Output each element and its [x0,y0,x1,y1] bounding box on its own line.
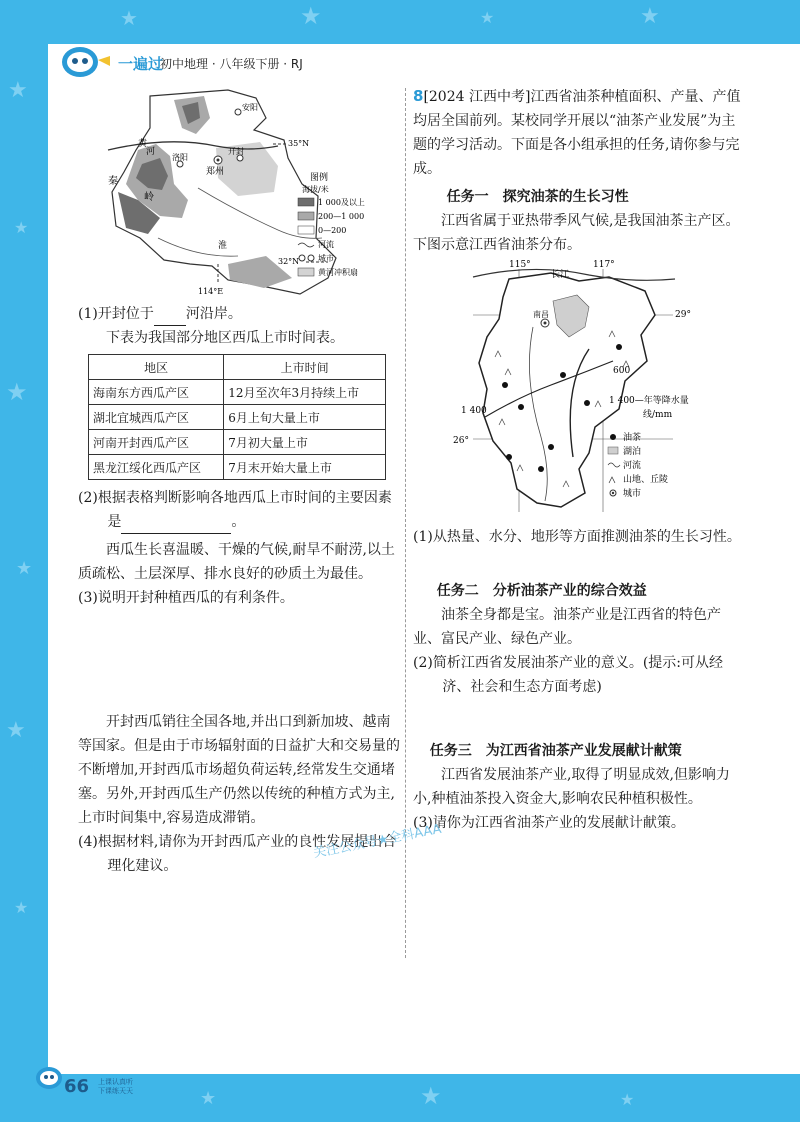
table-cell: 6月上旬大量上市 [224,405,386,430]
question-2: (2)根据表格判断影响各地西瓜上市时间的主要因素是 。 [78,486,403,534]
decor-star-icon: ★ [6,378,28,406]
map-label: 秦 [108,176,118,187]
lon-label: 117° [593,260,615,270]
task-1-title: 任务一 探究油茶的生长习性 [446,189,629,205]
question-1: (1)开封位于 河沿岸。 [78,302,403,326]
table-intro: 下表为我国部分地区西瓜上市时间表。 [106,330,344,346]
legend-item: 河流 [318,240,334,249]
book-title: 初中地理 · 八年级下册 · RJ [160,57,303,71]
table-cell: 海南东方西瓜产区 [89,380,224,405]
map-label: 淮 [218,241,228,251]
decor-star-icon: ★ [8,78,28,103]
footer-slogan-line: 上课认真听 [98,1078,133,1086]
henan-map [78,88,403,298]
lat-label: 35°N [288,139,310,148]
decor-star-icon: ★ [640,4,660,29]
table-header-cell: 地区 [89,355,224,380]
table-row [89,380,386,405]
right-column [413,84,743,835]
page-number: 66 [64,1076,90,1097]
legend-item: 城市 [318,254,334,263]
decor-star-icon: ★ [200,1088,217,1109]
decor-star-icon: ★ [620,1090,635,1109]
map-label: 安阳 [242,103,258,112]
question-8-intro: 8[2024 江西中考]江西省油茶种植面积、产量、产值均居全国前列。某校同学开展以“油茶产业发展”为主题的学习活动。下面是各小组承担的任务,请你参与完成。 [413,87,741,177]
footer-slogan [98,1078,133,1096]
table-row [89,430,386,455]
task-1-paragraph: 江西省属于亚热带季风气候,是我国油茶主产区。下图示意江西省油茶分布。 [413,213,740,253]
river-label: 长江 [551,270,570,280]
decor-star-icon: ★ [300,2,322,30]
isohyet-label: 1 400 [461,406,487,416]
decor-star-icon: ★ [14,218,29,237]
table-header-cell: 上市时间 [224,355,386,380]
watermelon-market-table [88,354,386,480]
jiangxi-map [413,257,743,519]
legend-item: 山地、丘陵 [623,475,669,485]
decor-star-icon: ★ [6,718,26,743]
legend-item: 湖泊 [623,447,642,457]
legend-title: 图例 [310,173,329,183]
task-2-title: 任务二 分析油茶产业的综合效益 [436,583,647,599]
answer-blank[interactable] [121,533,231,534]
map-label: 河 [146,147,156,157]
table-cell: 7月初大量上市 [224,430,386,455]
brand-logo: 一遍过 [118,55,164,73]
decor-star-icon: ★ [16,558,33,579]
isohyet-legend: 1 400—年等降水量 [609,396,689,406]
decor-star-icon: ★ [14,898,29,917]
answer-space[interactable] [413,699,743,739]
map-label: 岭 [144,192,154,203]
map-label: 洛阳 [172,153,188,162]
answer-space[interactable] [78,610,403,710]
answer-space[interactable] [413,549,743,579]
isohyet-label: 600 [613,366,631,376]
lat-label: 29° [675,310,691,320]
table-row [89,405,386,430]
lat-label: 26° [453,436,469,446]
task-1-question: (1)从热量、水分、地形等方面推测油茶的生长习性。 [413,529,741,545]
market-paragraph: 开封西瓜销往全国各地,并出口到新加坡、越南等国家。但是由于市场辐射面的日益扩大和交易量的不断增加,开封西瓜市场超负荷运转,经常发生交通堵塞。另外,开封西瓜生产仍然以传统的种植方式为主,上市时间集中,容易造成滞销。 [78,714,400,826]
table-cell: 湖北宜城西瓜产区 [89,405,224,430]
table-row [89,455,386,480]
legend-item: 200—1 000 [318,212,365,221]
legend-item: 黄河冲积扇 [318,268,358,277]
table-cell: 12月至次年3月持续上市 [224,380,386,405]
legend-item: 河流 [623,461,642,471]
question-4: (4)根据材料,请你为开封西瓜产业的良性发展提出合理化建议。 [78,834,397,874]
legend-subtitle: 海拔/米 [302,185,329,194]
map-label: 郑州 [206,167,225,177]
map-label: 开封 [228,147,244,156]
map-label: 黄 [138,139,148,149]
footer-mascot-icon [34,1062,64,1092]
table-cell: 河南开封西瓜产区 [89,430,224,455]
task-2-paragraph: 油茶全身都是宝。油茶产业是江西省的特色产业、富民产业、绿色产业。 [413,607,721,647]
legend-item: 城市 [623,489,642,499]
legend-item: 1 000及以上 [318,198,365,207]
isohyet-legend: 线/mm [643,410,673,420]
task-2-question: (2)简析江西省发展油茶产业的意义。(提示:可从经济、社会和生态方面考虑) [413,655,724,695]
decor-star-icon: ★ [480,8,495,27]
table-cell: 7月末开始大量上市 [224,455,386,480]
footer-slogan-line: 下课练天天 [98,1087,133,1095]
page-header [48,44,800,78]
decor-star-icon: ★ [120,6,138,30]
city-label: 南昌 [533,310,549,319]
legend-item: 0—200 [318,226,347,235]
left-column [78,88,403,878]
task-3-paragraph: 江西省发展油茶产业,取得了明显成效,但影响力小,种植油茶投入资金大,影响农民种植积极性。 [413,767,730,807]
lon-label: 114°E [198,287,224,296]
decor-star-icon: ★ [420,1082,442,1110]
legend-item: 油茶 [623,433,642,443]
task-3-title: 任务三 为江西省油茶产业发展献计献策 [429,743,682,759]
table-header-row [89,355,386,380]
lat-label: 32°N [278,257,300,266]
mascot-icon [58,40,112,80]
lon-label: 115° [509,260,531,270]
question-3: (3)说明开封种植西瓜的有利条件。 [78,590,294,606]
watermark: 关注公众号★全科AAA [312,821,443,862]
task-3-question: (3)请你为江西省油茶产业的发展献计献策。 [413,815,685,831]
table-cell: 黑龙江绥化西瓜产区 [89,455,224,480]
climate-paragraph: 西瓜生长喜温暖、干燥的气候,耐旱不耐涝,以土质疏松、土层深厚、排水良好的砂质土为最佳。 [78,542,395,582]
question-number: 8 [413,87,424,105]
